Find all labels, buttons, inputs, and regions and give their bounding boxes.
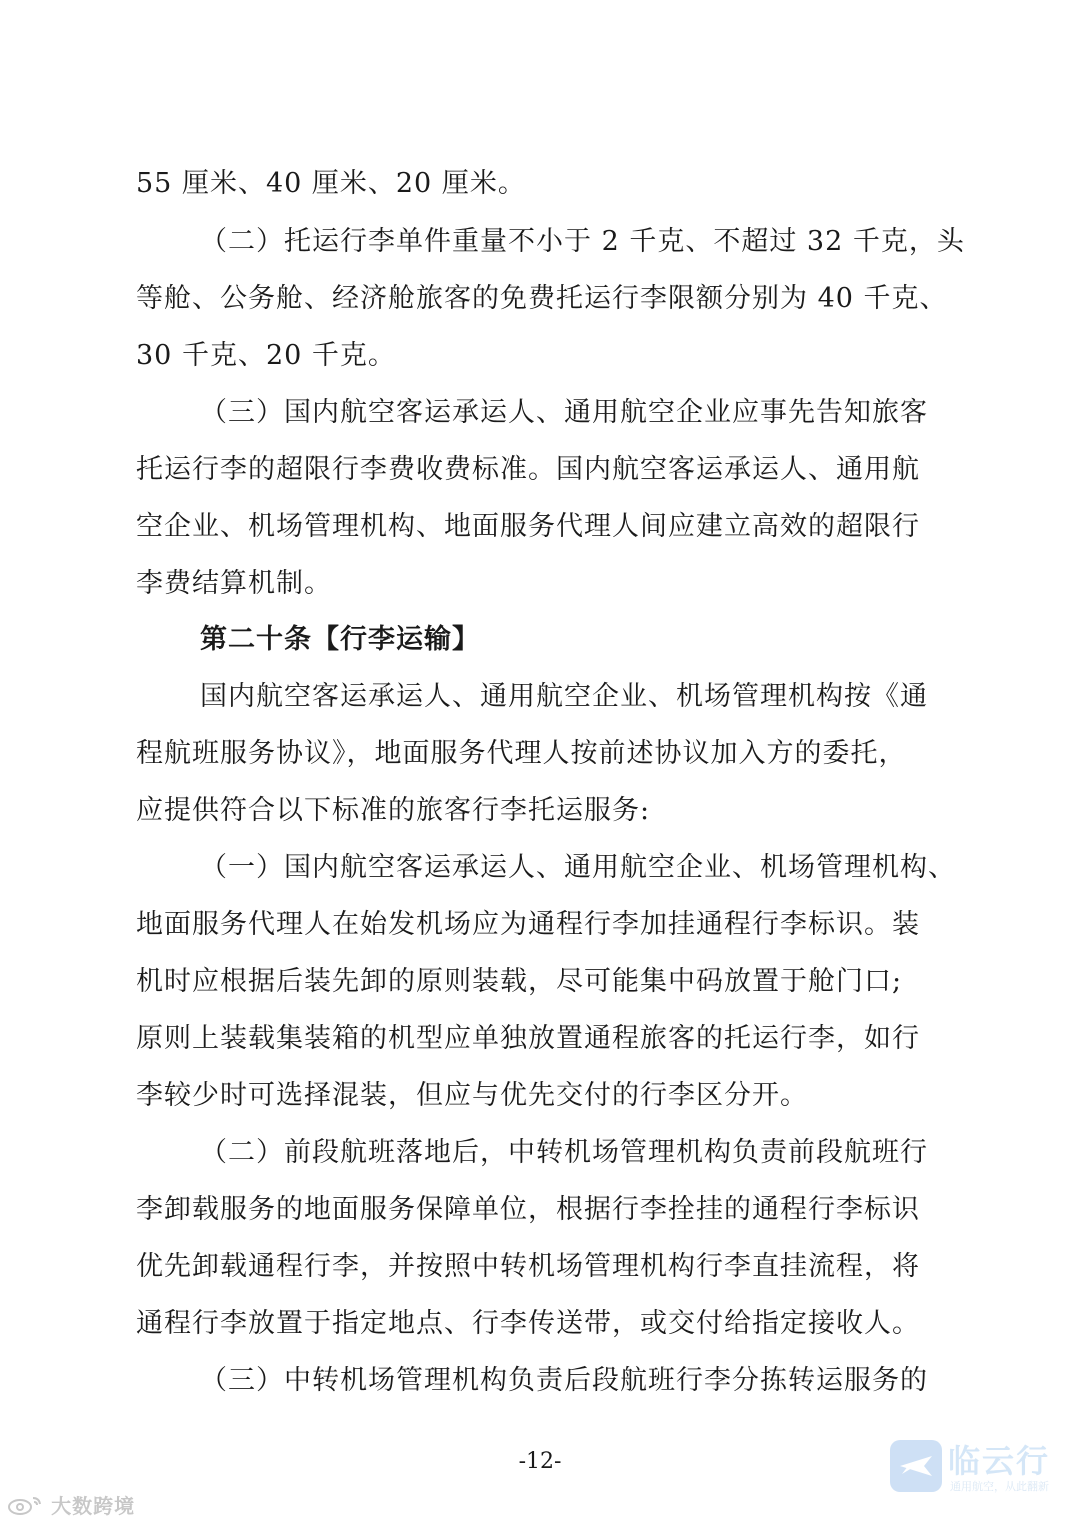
text-line-10: 国内航空客运承运人、通用航空企业、机场管理机构按《通: [200, 681, 928, 712]
text-line-8: 李费结算机制。: [136, 568, 332, 599]
text-line-5: （三）国内航空客运承运人、通用航空企业应事先告知旅客: [200, 397, 928, 428]
text-line-7: 空企业、机场管理机构、地面服务代理人间应建立高效的超限行: [136, 511, 920, 542]
text-line-20: 优先卸载通程行李，并按照中转机场管理机构行李直挂流程，将: [136, 1251, 920, 1282]
text-line-22: （三）中转机场管理机构负责后段航班行李分拣转运服务的: [200, 1365, 928, 1396]
text-line-14: 地面服务代理人在始发机场应为通程行李加挂通程行李标识。装: [136, 909, 920, 940]
text-line-15: 机时应根据后装先卸的原则装载，尽可能集中码放置于舱门口;: [136, 966, 903, 997]
text-line-18: （二）前段航班落地后，中转机场管理机构负责前段航班行: [200, 1137, 928, 1168]
text-line-12: 应提供符合以下标准的旅客行李托运服务:: [136, 795, 651, 826]
text-line-11: 程航班服务协议》，地面服务代理人按前述协议加入方的委托，: [136, 738, 907, 769]
section-heading: 第二十条【行李运输】: [200, 624, 480, 655]
text-line-16: 原则上装载集装箱的机型应单独放置通程旅客的托运行李，如行: [136, 1023, 920, 1054]
text-line-6: 托运行李的超限行李费收费标准。国内航空客运承运人、通用航: [136, 454, 920, 485]
airplane-icon: [890, 1440, 942, 1492]
text-line-13: （一）国内航空客运承运人、通用航空企业、机场管理机构、: [200, 852, 956, 883]
text-line-4: 30 千克、20 千克。: [136, 340, 396, 371]
brand-watermark-slogan: 通用航空，从此翻新: [950, 1480, 1049, 1493]
text-line-1: 55 厘米、40 厘米、20 厘米。: [136, 168, 526, 199]
weibo-style-logo-icon: [6, 1494, 46, 1516]
text-line-21: 通程行李放置于指定地点、行李传送带，或交付给指定接收人。: [136, 1308, 920, 1339]
page-number: -12-: [518, 1449, 562, 1474]
text-line-17: 李较少时可选择混装，但应与优先交付的行李区分开。: [136, 1080, 808, 1111]
brand-watermark: [890, 1438, 1070, 1502]
brand-watermark-name: 临云行: [948, 1442, 1051, 1480]
text-line-2: （二）托运行李单件重量不小于 2 千克、不超过 32 千克，头: [200, 226, 965, 257]
source-watermark-text: 大数跨境: [51, 1494, 136, 1518]
text-line-19: 李卸载服务的地面服务保障单位，根据行李拴挂的通程行李标识: [136, 1194, 920, 1225]
text-line-3: 等舱、公务舱、经济舱旅客的免费托运行李限额分别为 40 千克、: [136, 283, 948, 314]
source-watermark: [6, 1490, 135, 1520]
